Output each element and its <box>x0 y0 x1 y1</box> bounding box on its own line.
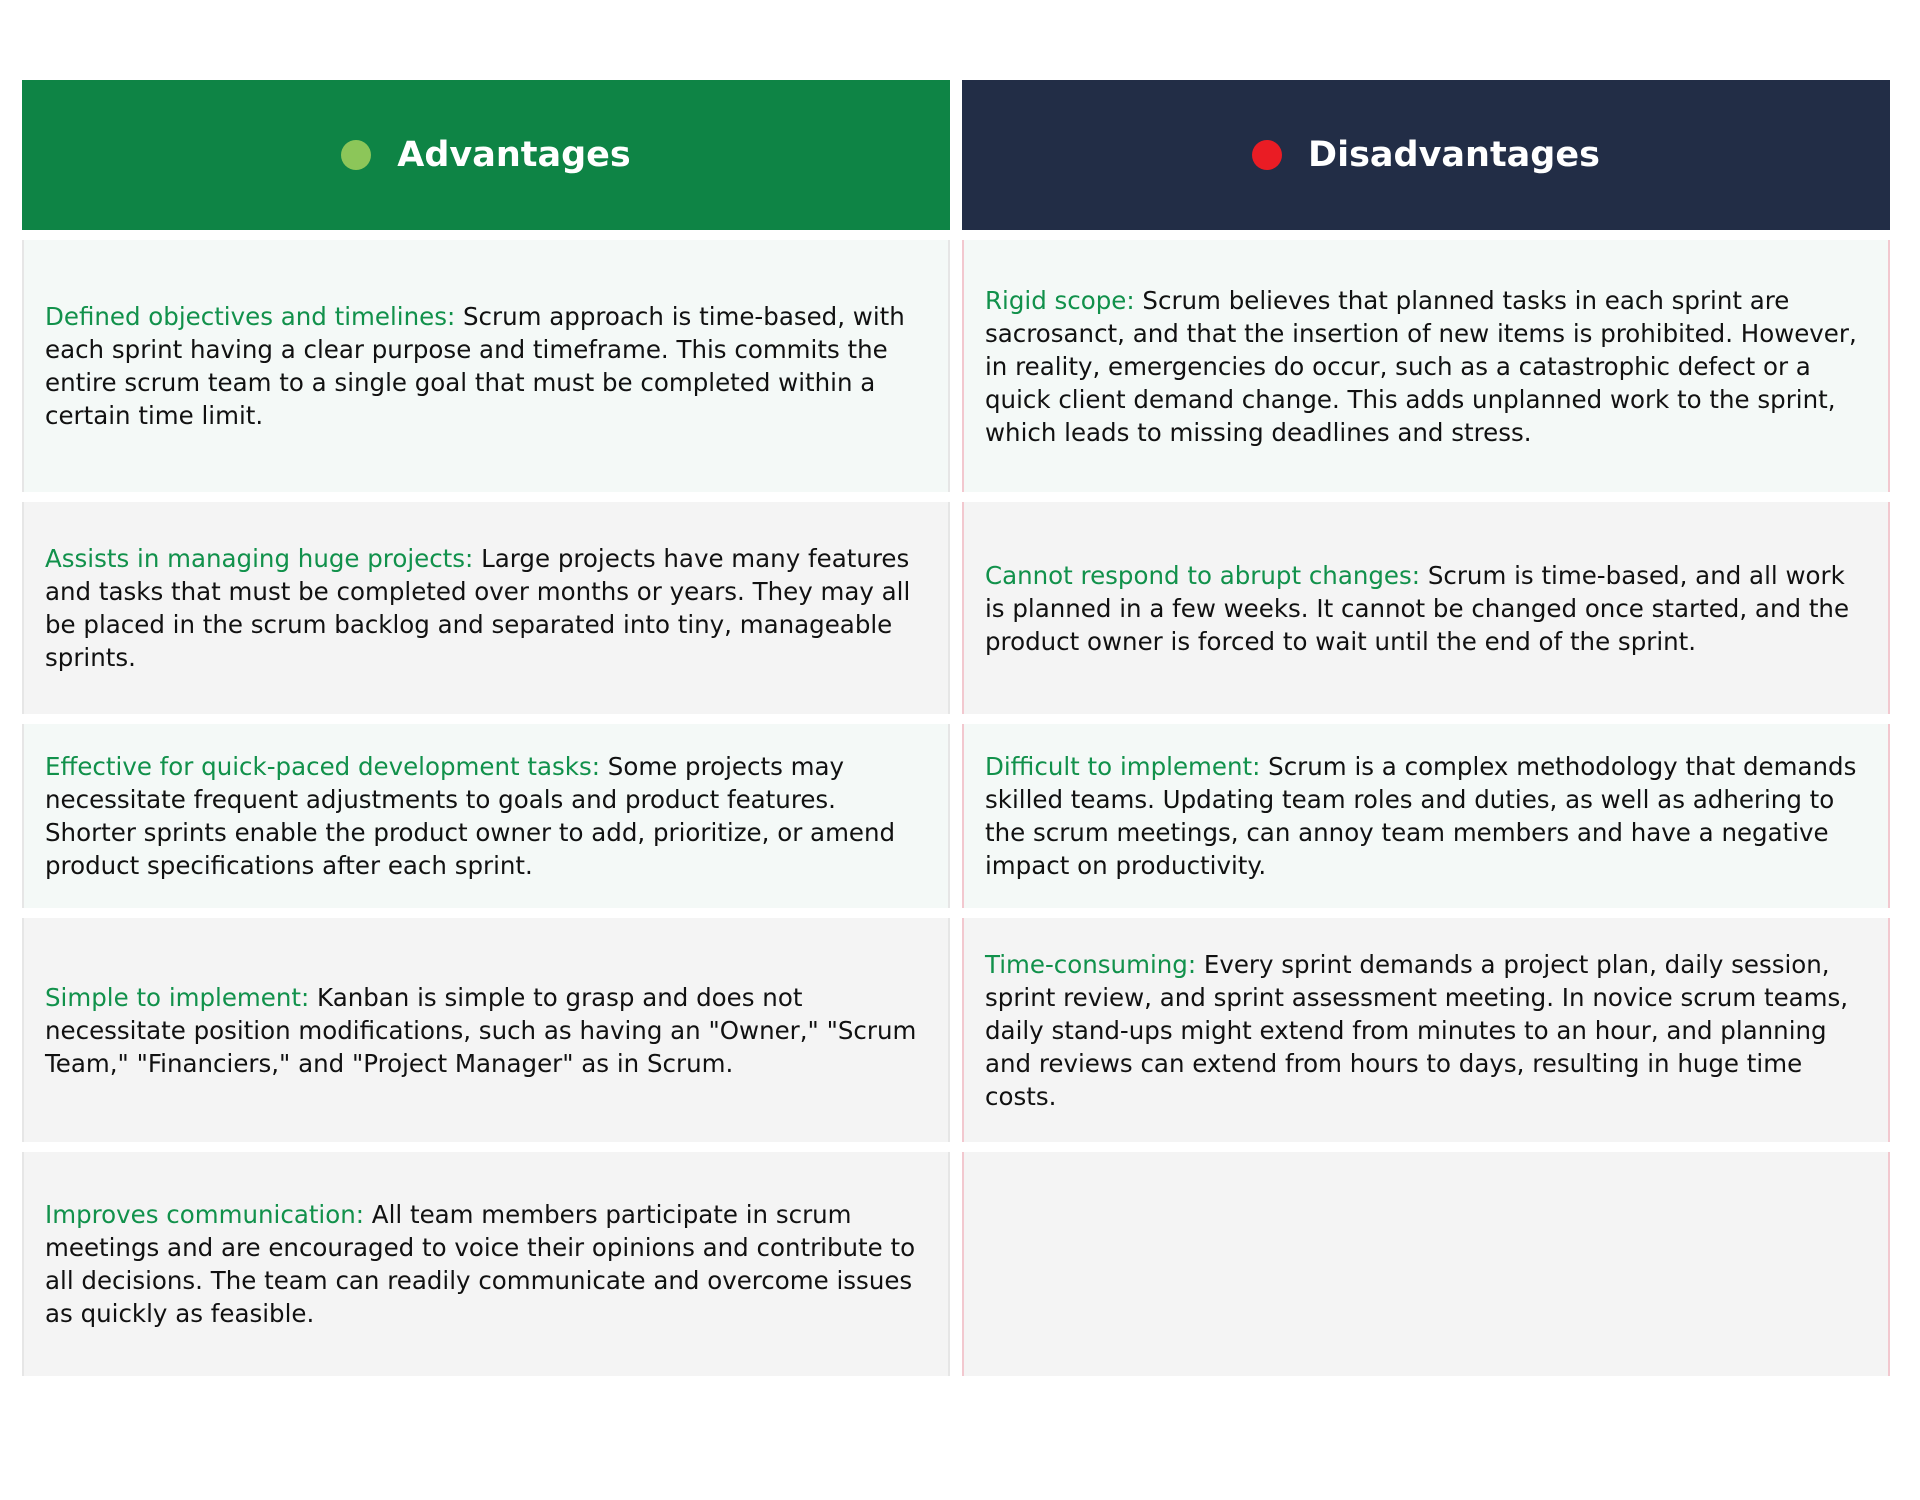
disadvantage-cell <box>962 502 1890 714</box>
disadvantage-description: Every sprint demands a project plan, daily session, sprint review, and sprint assessment meeting. In novice scrum teams, daily stand-ups might extend from minutes to an hour, and planning and reviews can extend from hours to days, resulting in huge time costs. <box>985 949 1849 1111</box>
advantage-description: Large projects have many features and tasks that must be completed over months or years. They may all be placed in the scrum backlog and separated into tiny, manageable sprints. <box>45 544 911 672</box>
disadvantage-cell <box>962 724 1890 908</box>
advantage-description: Kanban is simple to grasp and does not necessitate position modifications, such as having an "Owner," "Scrum Team," "Financiers," and "Project Manager" as in Scrum. <box>45 982 917 1078</box>
advantage-text <box>45 981 928 1080</box>
disadvantage-term: Cannot respond to abrupt changes: <box>985 560 1421 590</box>
disadvantage-term: Difficult to implement: <box>985 752 1261 781</box>
disadvantage-description: Scrum is a complex methodology that demands skilled teams. Updating team roles and duties, as well as adhering to the scrum meetings, can annoy team members and have a negative impact on productivity. <box>985 752 1857 880</box>
disadvantage-text <box>985 750 1868 882</box>
disadvantage-description: Scrum is time-based, and all work is planned in a few weeks. It cannot be changed once started, and the product owner is forced to wait until the end of the sprint. <box>985 560 1850 656</box>
disadvantage-description: Scrum believes that planned tasks in each sprint are sacrosanct, and that the insertion of new items is prohibited. However, in reality, emergencies do occur, such as a catastrophic defect or a quick client demand change. This adds unplanned work to the sprint, which leads to missing deadlines and stress. <box>985 285 1857 447</box>
advantage-term: Defined objectives and timelines: <box>45 302 456 331</box>
advantage-cell <box>22 724 950 908</box>
red-dot-icon <box>1252 140 1282 170</box>
advantage-description: All team members participate in scrum meetings and are encouraged to voice their opinions and contribute to all decisions. The team can readily communicate and overcome issues as quickly as feasible. <box>45 1200 916 1328</box>
disadvantage-term: Rigid scope: <box>985 285 1135 315</box>
advantage-text <box>45 542 928 674</box>
disadvantages-title: Disadvantages <box>1308 135 1600 175</box>
advantage-cell <box>22 1152 950 1376</box>
advantage-description: Some projects may necessitate frequent adjustments to goals and product features. Shorter sprints enable the product owner to add, prioritize, or amend product specifications after each sprint. <box>45 752 896 880</box>
advantage-term: Effective for quick-paced development tasks: <box>45 752 600 781</box>
advantage-cell <box>22 502 950 714</box>
disadvantage-cell <box>962 240 1890 492</box>
advantage-text <box>45 750 928 882</box>
advantages-title: Advantages <box>397 135 631 175</box>
disadvantage-text <box>985 284 1868 449</box>
disadvantages-header <box>962 80 1890 230</box>
advantage-term: Improves communication: <box>45 1200 365 1229</box>
disadvantage-text <box>985 948 1868 1113</box>
advantage-text <box>45 1198 928 1330</box>
comparison-table <box>22 80 1898 1376</box>
advantage-cell <box>22 240 950 492</box>
advantage-term: Assists in managing huge projects: <box>45 544 474 573</box>
advantage-text <box>45 300 928 432</box>
disadvantage-text <box>985 559 1868 658</box>
advantages-header <box>22 80 950 230</box>
green-dot-icon <box>341 140 371 170</box>
advantage-term: Simple to implement: <box>45 982 310 1012</box>
advantage-cell <box>22 918 950 1142</box>
disadvantage-cell <box>962 918 1890 1142</box>
empty-disadvantage-cell <box>962 1152 1890 1376</box>
disadvantage-term: Time-consuming: <box>985 949 1197 979</box>
advantage-description: Scrum approach is time-based, with each sprint having a clear purpose and timeframe. This commits the entire scrum team to a single goal that must be completed within a certain time limit. <box>45 302 905 430</box>
